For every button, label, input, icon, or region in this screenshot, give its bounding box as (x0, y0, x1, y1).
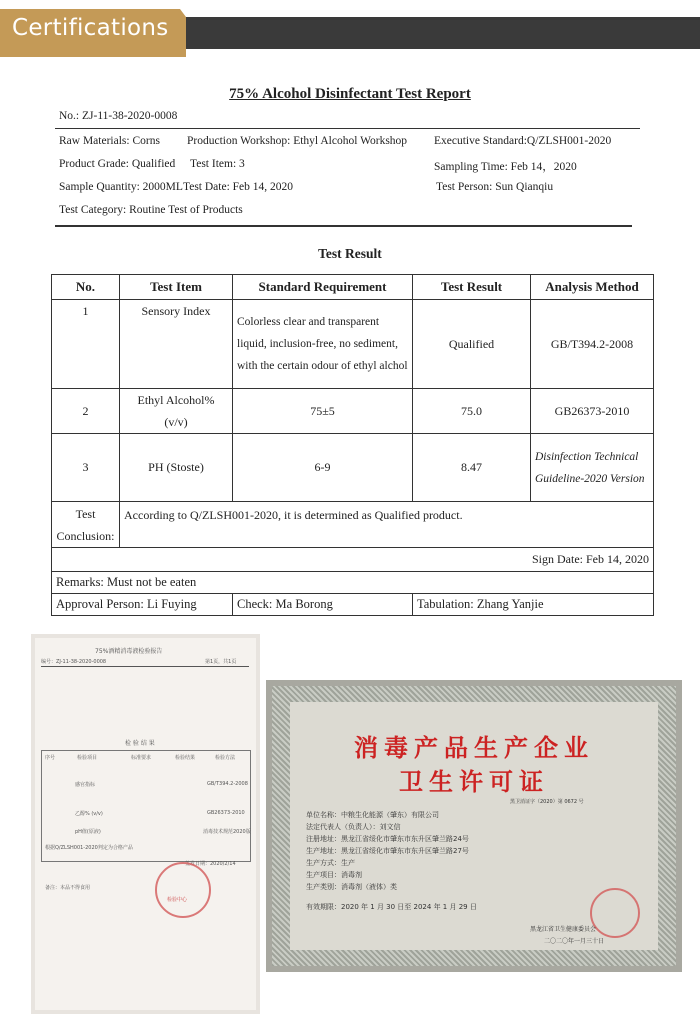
sign-date: Sign Date: Feb 14, 2020 (52, 548, 654, 572)
column-header: No. (52, 275, 120, 300)
table-row: 2 Ethyl Alcohol% (v/v) 75±5 75.0 GB26373-2010 (52, 389, 654, 434)
banner-title: Certifications (12, 15, 169, 41)
column-header: Analysis Method (531, 275, 654, 300)
result-table (51, 274, 654, 616)
license-title: 消毒产品生产企业 (354, 734, 594, 762)
approval-row (52, 594, 654, 616)
test-report (0, 60, 700, 620)
conclusion-text: According to Q/ZLSH001-2020, it is determined as Qualified product. (120, 502, 654, 548)
sampling-time: Sampling Time: Feb 14，2020 (434, 161, 577, 173)
sign-row (52, 548, 654, 572)
check-person: Check: Ma Borong (233, 594, 413, 616)
sample-quantity: Sample Quantity: 2000ML (59, 181, 183, 193)
tabulation-person: Tabulation: Zhang Yanjie (413, 594, 654, 616)
test-category: Test Category: Routine Test of Products (59, 204, 243, 216)
report-title: 75% Alcohol Disinfectant Test Report (229, 86, 471, 102)
certifications-banner (0, 9, 700, 49)
test-item-count: Test Item: 3 (190, 158, 245, 170)
license-photo: 消毒产品生产企业 卫生许可证 黑卫消证字（2020）第 0672 号 单位名称：中粮生化能源（肇东）有限公司 法定代表人（负责人）：刘文信 注册地址：黑龙江省绥化市肇东市东升区肇兰路24号 生产地址：黑龙江省绥化市肇东市东升区肇兰路27号 生产方式：生产 生产项目：消毒剂 生产类别：消毒剂（液体）类 有效期限：2020 年 1 月 30 日至 2024 年 1 月 29 日 黑龙江省卫生健康委员会 二〇二〇年一月三十日 (266, 680, 682, 972)
table-row: 3 PH (Stoste) 6-9 8.47 Disinfection Technical Guideline-2020 Version (52, 434, 654, 502)
section-title: Test Result (318, 246, 382, 261)
table-row: 1 Sensory Index Colorless clear and transparent liquid, inclusion-free, no sediment, with the certain odour of ethyl alchol Qualified GB/T394.2-2008 (52, 300, 654, 389)
test-person: Test Person: Sun Qianqiu (436, 181, 554, 193)
license-subtitle: 卫生许可证 (399, 768, 549, 796)
raw-materials: Raw Materials: Corns (59, 135, 160, 147)
approval-person: Approval Person: Li Fuying (52, 594, 233, 616)
report-photo: 75%酒精消毒液检验报告 编号：ZJ-11-38-2020-0008 第1页，共1页 检 验 结 果 序号 检验项目 标准要求 检验结果 检验方法 感官指标 GB/T394.2-2008 乙醇% (v/v) GB26373-2010 pH值(原液) 消毒技术规范2020版 根据Q/ZLSH001-2020判定为合格产品 签发日期：2020/2/14 备注：本品不得食用 检验中心 (31, 634, 260, 1014)
remarks-row (52, 572, 654, 594)
remarks: Remarks: Must not be eaten (52, 572, 654, 594)
column-header: Test Item (120, 275, 233, 300)
report-number: No.: ZJ-11-38-2020-0008 (59, 110, 178, 122)
column-header: Standard Requirement (233, 275, 413, 300)
divider (55, 128, 640, 129)
production-workshop: Production Workshop: Ethyl Alcohol Workshop (187, 135, 408, 147)
executive-standard: Executive Standard:Q/ZLSH001-2020 (434, 135, 612, 147)
divider (55, 225, 632, 227)
red-stamp (155, 862, 211, 918)
product-grade: Product Grade: Qualified (59, 158, 176, 170)
red-stamp (590, 888, 640, 938)
table-header-row (52, 275, 654, 300)
banner-bar (180, 17, 700, 49)
column-header: Test Result (413, 275, 531, 300)
conclusion-row: Test Conclusion: According to Q/ZLSH001-2020, it is determined as Qualified product. (52, 502, 654, 548)
test-date: Test Date: Feb 14, 2020 (183, 181, 294, 193)
